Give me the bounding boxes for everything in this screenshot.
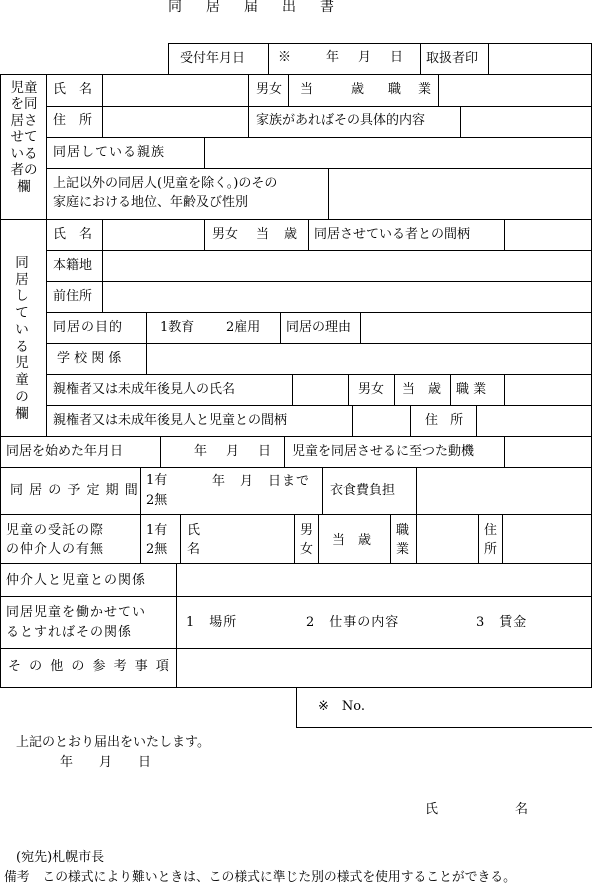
intermediary-option-no[interactable]: 2無 (146, 542, 168, 557)
intermediary-name-label-1: 氏 (187, 523, 201, 538)
guardian-job-label: 職 業 (456, 382, 487, 397)
addressee-text: (宛先)札幌市長 (16, 850, 105, 865)
cost-burden-label: 衣食費負担 (330, 483, 396, 498)
guardian-relation-label: 親権者又は未成年後見人と児童との間柄 (53, 413, 288, 428)
child-prev-address-label: 前住所 (53, 289, 93, 304)
child-relation-field[interactable] (505, 220, 590, 249)
guardian-sex-label: 男女 (358, 382, 385, 397)
child-reason-field[interactable] (361, 313, 590, 342)
intermediary-address-label-2: 所 (484, 542, 498, 557)
resident-section-text: 児童を同居させている者の欄 (10, 80, 38, 195)
resident-name-label: 氏 名 (53, 82, 93, 97)
planned-until-date[interactable]: 年 月 日まで (212, 474, 311, 489)
intermediary-job-label-2: 業 (396, 542, 410, 557)
cost-burden-field[interactable] (417, 468, 590, 513)
guardian-relation-field[interactable] (353, 406, 409, 435)
intermediary-name-label-2: 名 (187, 542, 201, 557)
child-name-field[interactable] (103, 220, 203, 249)
resident-family-label: 家族があればその具体的内容 (256, 113, 426, 128)
intermediary-name-field[interactable] (205, 515, 293, 562)
guardian-name-label: 親権者又は未成年後見人の氏名 (53, 382, 236, 397)
guardian-address-label: 住 所 (425, 413, 468, 428)
handler-seal-label: 取扱者印 (426, 51, 479, 66)
intermediary-age-label: 当 歳 (332, 533, 372, 548)
work-item-place[interactable]: 1 場所 (186, 615, 238, 630)
child-domicile-field[interactable] (103, 251, 590, 280)
other-notes-field[interactable] (177, 649, 590, 686)
resident-section-label (4, 80, 44, 195)
child-relation-label: 同居させている者との間柄 (314, 227, 471, 242)
guardian-job-field[interactable] (505, 375, 590, 404)
planned-option-no[interactable]: 2無 (146, 493, 168, 508)
other-notes-label: そ の 他 の 参 考 事 項 (8, 659, 171, 674)
work-label-line1: 同居児童を働かせてい (6, 605, 147, 620)
resident-others-line2: 家庭における地位、年齢及び性別 (53, 195, 249, 210)
resident-age-label: 当 歳 (300, 82, 369, 97)
intermediary-address-field[interactable] (503, 515, 590, 562)
reception-date-label: 受付年月日 (180, 51, 246, 66)
planned-option-yes[interactable]: 1有 (146, 473, 168, 488)
child-sex-label: 男女 (212, 227, 239, 242)
resident-job-field[interactable] (439, 75, 590, 105)
resident-job-label: 職 業 (388, 82, 434, 97)
resident-relatives-label: 同居している親族 (53, 145, 166, 160)
child-school-label: 学 校 関 係 (57, 351, 122, 366)
remark-text: 備考 この様式により難いときは、この様式に準じた別の様式を使用することができる。 (4, 870, 516, 885)
submission-date[interactable]: 年 月 日 (60, 755, 152, 770)
statement-text: 上記のとおり届出をいたします。 (16, 735, 210, 750)
signature-line[interactable]: 氏 名 (425, 802, 531, 817)
intermediary-label-line2: の仲介人の有無 (6, 542, 105, 557)
motive-label: 児童を同居させるに至つた動機 (292, 444, 475, 459)
intermediary-label-line1: 児童の受託の際 (6, 523, 105, 538)
guardian-address-field[interactable] (477, 406, 590, 435)
intermediary-option-yes[interactable]: 1有 (146, 523, 168, 538)
intermediary-relation-field[interactable] (177, 564, 590, 595)
resident-others-field[interactable] (329, 169, 590, 218)
resident-sex-label: 男女 (256, 82, 283, 97)
child-prev-address-field[interactable] (103, 282, 590, 311)
child-section-text: 同居している児童の欄 (15, 255, 29, 422)
intermediary-job-label-1: 職 (396, 523, 410, 538)
work-label-line2: るとすればその関係 (6, 625, 133, 640)
motive-field[interactable] (505, 437, 590, 466)
resident-name-field[interactable] (103, 75, 247, 105)
work-item-wage[interactable]: 3 賃金 (476, 615, 528, 630)
purpose-option-education[interactable]: 1教育 (160, 320, 195, 335)
purpose-option-employment[interactable]: 2雇用 (226, 320, 261, 335)
start-date-value[interactable]: 年 月 日 (194, 444, 275, 459)
intermediary-job-field[interactable] (417, 515, 477, 562)
number-box: ※ No. (318, 699, 365, 714)
resident-relatives-field[interactable] (205, 138, 590, 167)
child-section-label (8, 255, 36, 422)
guardian-age-label: 当 歳 (402, 382, 442, 397)
intermediary-relation-label: 仲介人と児童との関係 (6, 573, 147, 588)
form-title: 同 居 届 出 書 (168, 0, 339, 15)
resident-address-field[interactable] (103, 107, 247, 136)
resident-others-line1: 上記以外の同居人(児童を除く。)のその (53, 176, 278, 191)
resident-family-field[interactable] (461, 107, 590, 136)
intermediary-sex-label-1: 男 (300, 523, 314, 538)
child-reason-label: 同居の理由 (286, 320, 352, 335)
intermediary-sex-label-2: 女 (300, 542, 314, 557)
intermediary-address-label-1: 住 (484, 523, 498, 538)
work-item-content[interactable]: 2 仕事の内容 (306, 615, 400, 630)
guardian-name-field[interactable] (293, 375, 347, 404)
child-domicile-label: 本籍地 (53, 258, 93, 273)
handler-seal-box[interactable] (490, 45, 590, 73)
child-purpose-label: 同居の目的 (53, 320, 124, 335)
resident-address-label: 住 所 (53, 113, 93, 128)
child-age-label: 当 歳 (256, 227, 299, 242)
child-school-field[interactable] (147, 344, 590, 373)
child-name-label: 氏 名 (53, 227, 93, 242)
reception-date-value: ※ 年 月 日 (278, 50, 407, 65)
start-date-label: 同居を始めた年月日 (6, 444, 124, 459)
planned-period-label: 同 居 の 予 定 期 間 (10, 483, 139, 498)
